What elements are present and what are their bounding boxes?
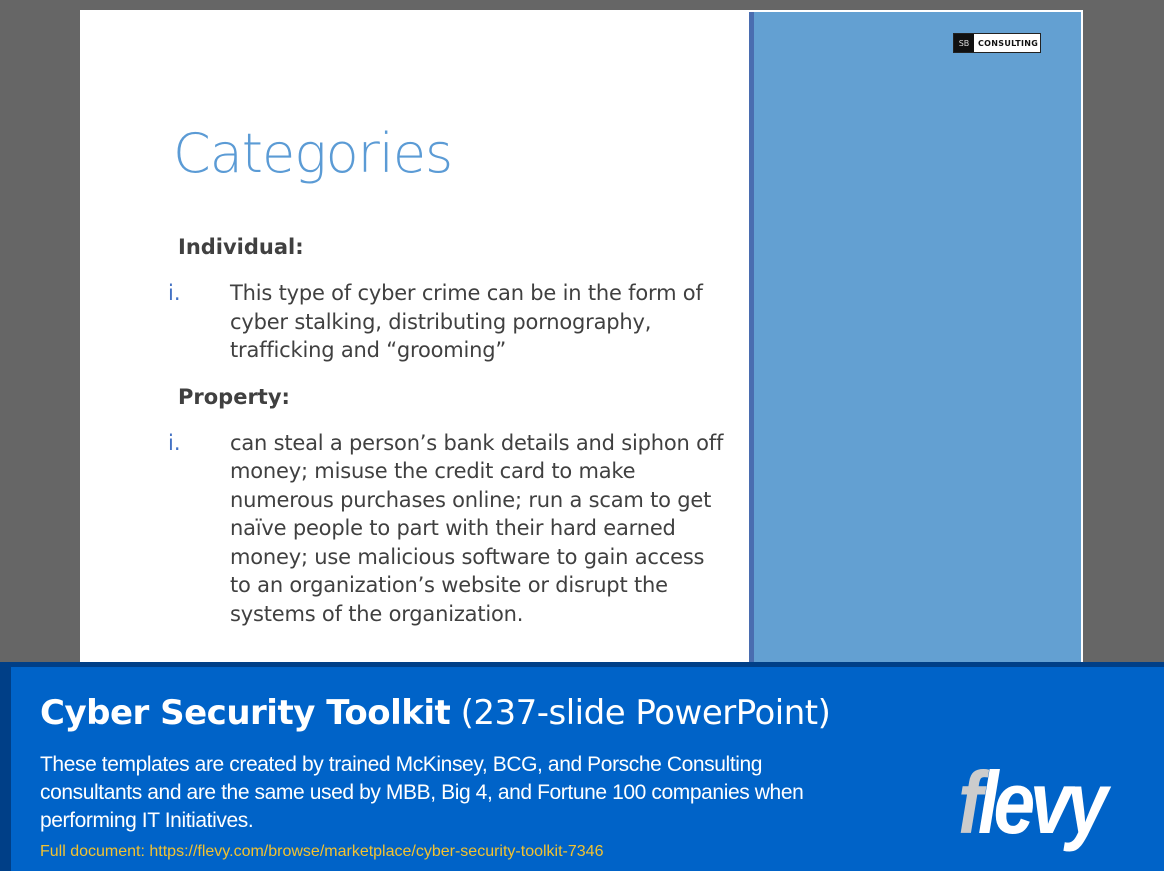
full-document-link[interactable]: Full document: https://flevy.com/browse/marketplace/cyber-security-toolkit-7346 bbox=[40, 843, 604, 860]
side-panel bbox=[749, 12, 1081, 662]
list-item-text: This type of cyber crime can be in the form of cyber stalking, distributing pornography, trafficking and “grooming” bbox=[230, 281, 703, 362]
slide bbox=[80, 10, 1083, 662]
product-name: Cyber Security Toolkit bbox=[40, 693, 451, 733]
list-item bbox=[168, 279, 728, 365]
list-marker: i. bbox=[168, 281, 181, 305]
slide-content bbox=[168, 235, 728, 628]
flevy-logo-f: f bbox=[958, 753, 978, 852]
consulting-logo bbox=[953, 33, 1041, 53]
slide-frame bbox=[1081, 10, 1083, 662]
section-heading-individual: Individual: bbox=[178, 235, 304, 259]
banner-stripe bbox=[0, 667, 11, 871]
banner-description: These templates are created by trained McKinsey, BCG, and Porsche Consulting consultants and are the same used by MBB, Big 4, and Fortune 100 companies when performing IT Initiatives. bbox=[40, 753, 804, 832]
promo-banner bbox=[0, 662, 1164, 871]
banner-title bbox=[40, 693, 830, 733]
logo-mark-icon: SB bbox=[954, 34, 974, 52]
list-item-text: can steal a person’s bank details and siphon off money; misuse the credit card to make numerous purchases online; run a scam to get naïve people to part with their hard earned money; use malicious software to gain access to an organization’s website or disrupt the systems of the organization. bbox=[230, 430, 724, 626]
flevy-logo[interactable] bbox=[958, 753, 1104, 852]
list-marker: i. bbox=[168, 430, 181, 455]
product-format: (237-slide PowerPoint) bbox=[450, 693, 831, 733]
logo-text: CONSULTING bbox=[978, 38, 1039, 48]
slide-title: Categories bbox=[173, 122, 453, 185]
flevy-logo-rest: levy bbox=[977, 753, 1104, 852]
list-item bbox=[168, 429, 728, 629]
section-heading-property: Property: bbox=[178, 384, 290, 409]
